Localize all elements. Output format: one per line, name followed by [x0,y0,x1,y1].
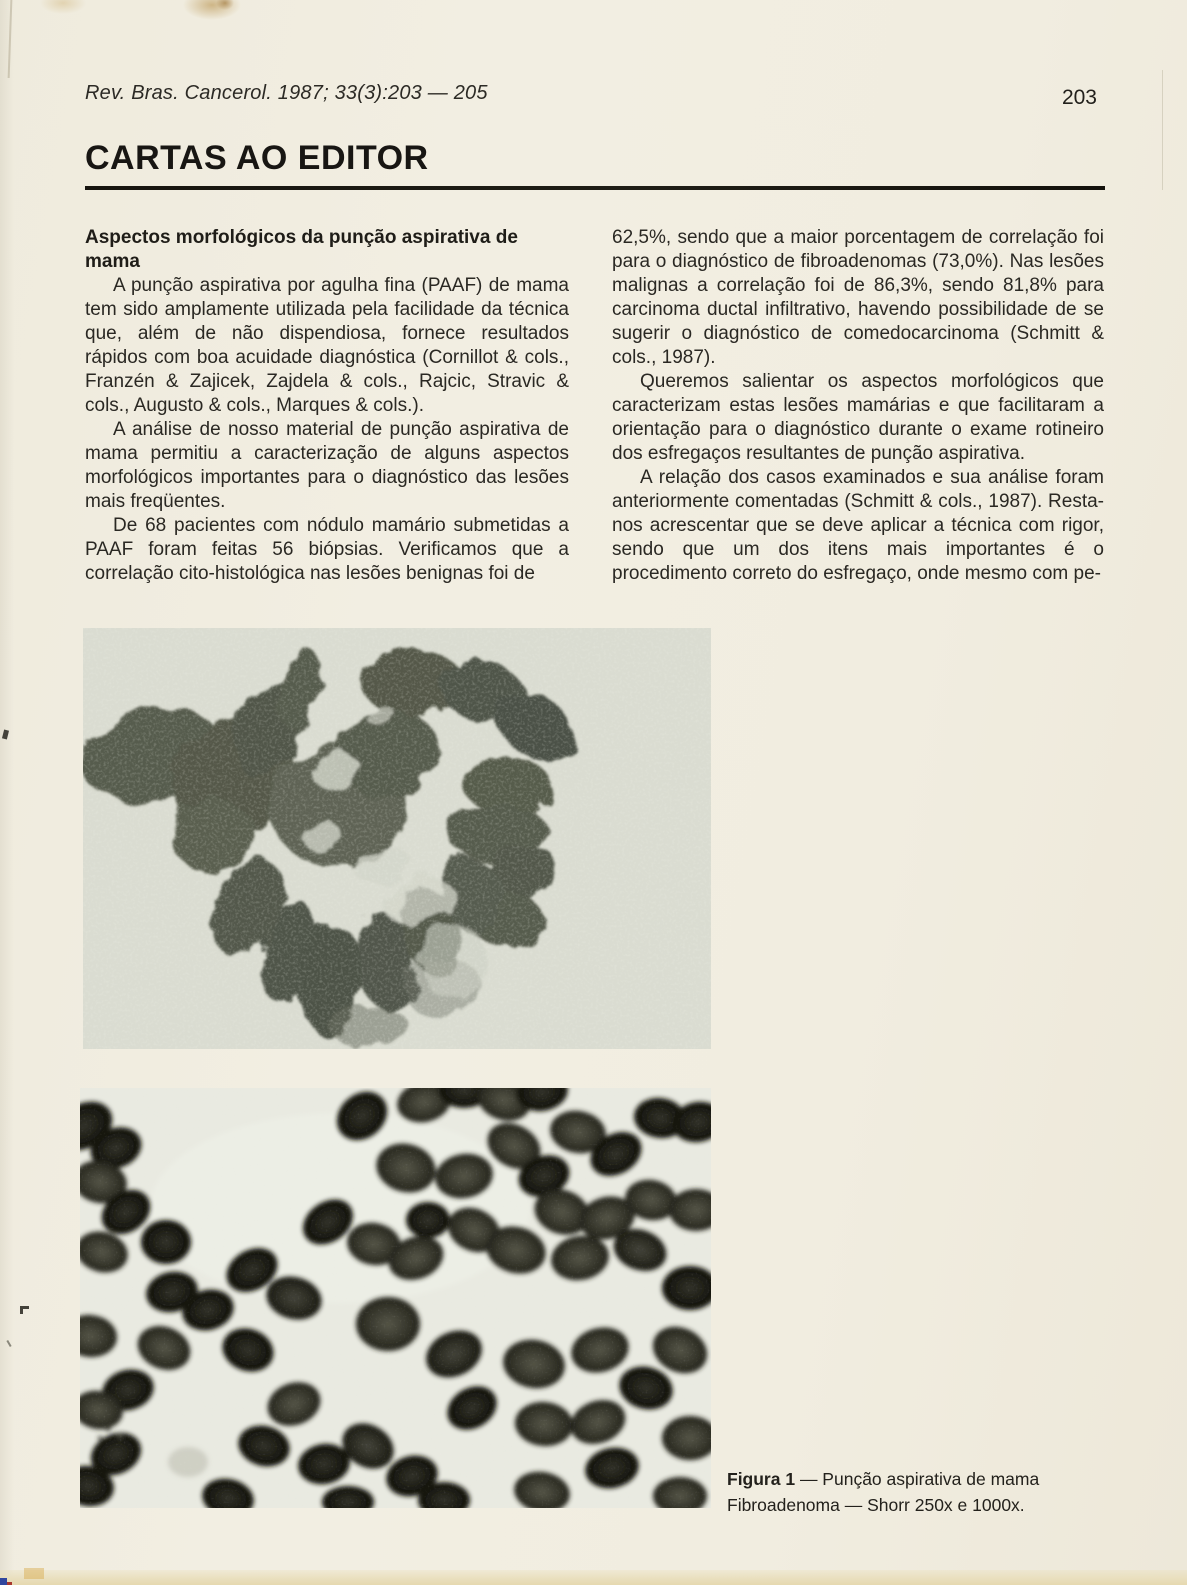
right-column [612,226,1104,586]
paper-stain [40,0,86,14]
scan-bottom-edge [0,1570,1187,1585]
scan-speck-artifact [20,1306,23,1314]
body-paragraph: A punção aspirativa por agulha fina (PAAF) de mama tem sido amplamente utilizada pela facilidade da técnica que, além de não dispendiosa, fornece resultados rápidos com boa acuidade diagnóstica (Cornillot & cols., Franzén & Zajicek, Zajdela & cols., Rajcic, Stravic & cols., Augusto & cols., Marques & cols.). [85,275,569,416]
figure-caption-line1 [727,1466,1087,1492]
journal-reference: Rev. Bras. Cancerol. 1987; 33(3):203 — 205 [85,82,488,104]
scan-edge-line [1162,70,1163,190]
scan-corner-artifact [0,1578,7,1585]
section-title: CARTAS AO EDITOR [85,139,429,177]
micrograph-1000x [80,1088,711,1508]
figure-caption [727,1466,1087,1518]
figure-caption-line1-text: — Punção aspirativa de mama [795,1469,1040,1489]
running-head [85,82,1105,109]
body-paragraph: A análise de nosso material de punção aspirativa de mama permitiu a caracterização de alguns aspectos morfológicos importantes para o diagnóstico das lesões mais freqüentes. [85,419,569,512]
scan-speck-artifact [6,1340,11,1347]
page-number: 203 [1061,86,1097,109]
figure-label: Figura 1 [727,1469,796,1489]
scan-speck-artifact [2,730,9,740]
micrograph-1000x-image [80,1088,711,1508]
figure-caption-line2: Fibroadenoma — Shorr 250x e 1000x. [727,1495,1025,1515]
micrograph-250x [83,628,711,1049]
scan-bottom-stain [24,1568,44,1579]
article-heading: Aspectos morfológicos da punção aspirativa de mama [85,227,518,272]
title-rule [85,186,1105,190]
body-paragraph: Queremos salientar os aspectos morfológicos que caracterizam estas lesões mamárias e que facilitaram a orientação para o diagnóstico durante o exame rotineiro dos esfregaços resultantes de punção aspirativa. [612,371,1104,464]
body-paragraph: De 68 pacientes com nódulo mamário submetidas a PAAF foram feitas 56 biópsias. Verificamos que a correlação cito-histológica nas lesões benignas foi de [85,515,569,584]
scan-crease-artifact [8,0,13,78]
body-paragraph: 62,5%, sendo que a maior porcentagem de correlação foi para o diagnóstico de fibroadenomas (73,0%). Nas lesões malignas a correlação foi de 86,3%, sendo 81,8% para carcinoma ductal infiltrativo, havendo possibilidade de se sugerir o diagnóstico de comedocarcinoma (Schmitt & cols., 1987). [612,227,1104,368]
body-paragraph: A relação dos casos examinados e sua análise foram anteriormente comentadas (Schmitt & cols., 1987). Resta-nos acrescentar que se deve aplicar a técnica com rigor, sendo que um dos itens mais importantes é o procedimento correto do esfregaço, onde mesmo com pe- [612,467,1104,584]
micrograph-250x-image [83,628,711,1049]
left-column [85,226,569,586]
